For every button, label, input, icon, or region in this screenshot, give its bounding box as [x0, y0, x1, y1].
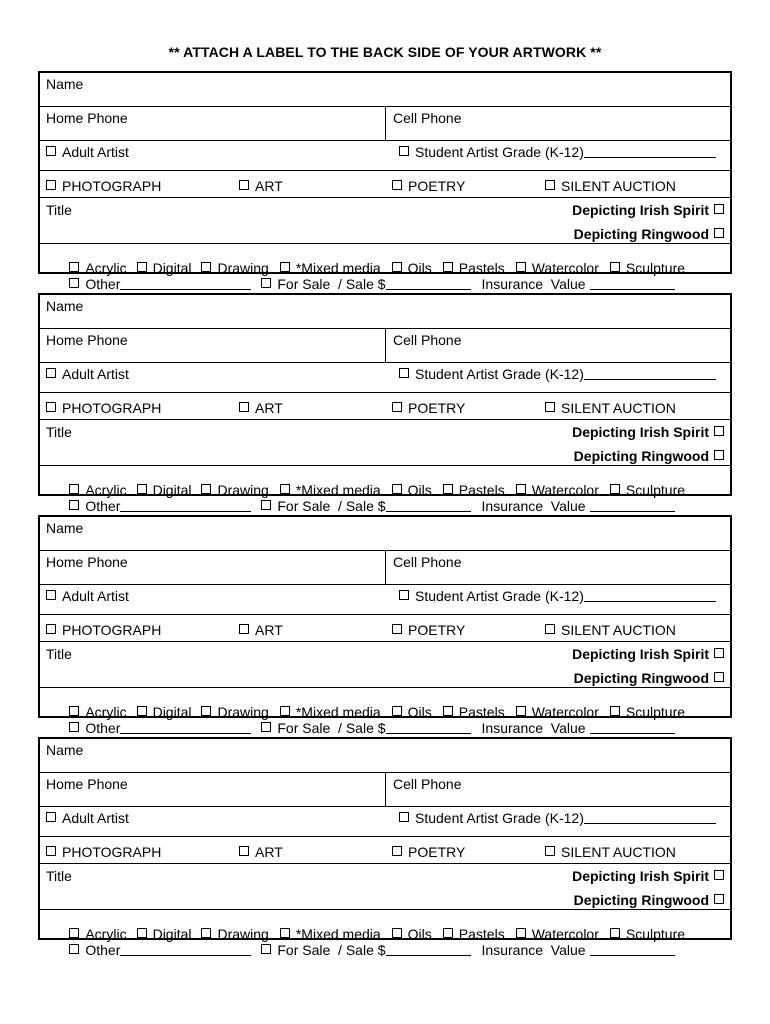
pastels-label: Pastels — [458, 260, 505, 276]
home-phone-label: Home Phone — [46, 110, 128, 126]
mixed-media-label: *Mixed media — [295, 926, 381, 942]
cell-phone-label: Cell Phone — [393, 332, 462, 348]
drawing-label: Drawing — [217, 260, 269, 276]
column-divider — [385, 329, 386, 363]
insurance-value-field[interactable] — [590, 499, 675, 512]
column-divider — [385, 107, 386, 141]
irish-spirit-checkbox[interactable] — [714, 870, 724, 880]
row-divider — [40, 140, 730, 141]
art-label: ART — [255, 400, 283, 416]
other-label: Other — [85, 720, 121, 736]
student-artist-label: Student Artist Grade (K-12) — [415, 810, 584, 826]
title-label: Title — [46, 868, 72, 884]
for-sale-checkbox[interactable] — [261, 722, 271, 732]
silent-auction-checkbox[interactable] — [545, 402, 555, 412]
photograph-label: PHOTOGRAPH — [62, 622, 162, 638]
photograph-checkbox[interactable] — [46, 846, 56, 856]
home-phone-label: Home Phone — [46, 776, 128, 792]
other-label: Other — [85, 498, 121, 514]
other-field[interactable] — [120, 277, 251, 290]
silent-auction-checkbox[interactable] — [545, 180, 555, 190]
grade-field[interactable] — [584, 589, 716, 602]
sculpture-label: Sculpture — [625, 260, 686, 276]
watercolor-label: Watercolor — [531, 704, 599, 720]
other-checkbox[interactable] — [69, 500, 79, 510]
adult-artist-label: Adult Artist — [62, 810, 129, 826]
photograph-checkbox[interactable] — [46, 402, 56, 412]
silent-auction-label: SILENT AUCTION — [561, 400, 676, 416]
oils-label: Oils — [407, 926, 432, 942]
adult-artist-checkbox[interactable] — [46, 146, 56, 156]
insurance-value-field[interactable] — [590, 943, 675, 956]
silent-auction-label: SILENT AUCTION — [561, 178, 676, 194]
silent-auction-label: SILENT AUCTION — [561, 622, 676, 638]
adult-artist-label: Adult Artist — [62, 588, 129, 604]
row-divider — [40, 614, 730, 615]
row-divider — [40, 197, 730, 198]
poetry-checkbox[interactable] — [392, 624, 402, 634]
student-artist-label: Student Artist Grade (K-12) — [415, 588, 584, 604]
photograph-checkbox[interactable] — [46, 624, 56, 634]
artwork-label-form — [38, 737, 732, 958]
student-artist-checkbox[interactable] — [399, 368, 409, 378]
row-divider — [40, 170, 730, 171]
irish-spirit-checkbox[interactable] — [714, 204, 724, 214]
student-artist-checkbox[interactable] — [399, 590, 409, 600]
home-phone-label: Home Phone — [46, 554, 128, 570]
irish-spirit-checkbox[interactable] — [714, 648, 724, 658]
oils-label: Oils — [407, 482, 432, 498]
oils-label: Oils — [407, 704, 432, 720]
pastels-label: Pastels — [458, 926, 505, 942]
student-artist-checkbox[interactable] — [399, 146, 409, 156]
row-divider — [40, 863, 730, 864]
cell-phone-label: Cell Phone — [393, 776, 462, 792]
other-label: Other — [85, 942, 121, 958]
row-divider — [40, 641, 730, 642]
student-artist-checkbox[interactable] — [399, 812, 409, 822]
photograph-checkbox[interactable] — [46, 180, 56, 190]
irish-spirit-label: Depicting Irish Spirit — [572, 868, 709, 884]
row-divider — [40, 806, 730, 807]
art-label: ART — [255, 178, 283, 194]
sale-price-field[interactable] — [386, 277, 471, 290]
silent-auction-checkbox[interactable] — [545, 624, 555, 634]
adult-artist-label: Adult Artist — [62, 144, 129, 160]
row-divider — [40, 584, 730, 585]
ringwood-label: Depicting Ringwood — [573, 892, 709, 908]
art-label: ART — [255, 622, 283, 638]
oils-label: Oils — [407, 260, 432, 276]
other-field[interactable] — [120, 499, 251, 512]
sale-price-field[interactable] — [386, 721, 471, 734]
insurance-value-label: Insurance Value — [481, 276, 586, 292]
ringwood-label: Depicting Ringwood — [573, 670, 709, 686]
ringwood-checkbox[interactable] — [714, 894, 724, 904]
art-checkbox[interactable] — [239, 402, 249, 412]
irish-spirit-checkbox[interactable] — [714, 426, 724, 436]
row-divider — [40, 392, 730, 393]
for-sale-checkbox[interactable] — [261, 944, 271, 954]
acrylic-label: Acrylic — [85, 926, 127, 942]
row-divider — [40, 419, 730, 420]
poetry-label: POETRY — [408, 622, 466, 638]
sculpture-label: Sculpture — [625, 704, 686, 720]
other-checkbox[interactable] — [69, 722, 79, 732]
adult-artist-checkbox[interactable] — [46, 590, 56, 600]
cell-phone-label: Cell Phone — [393, 554, 462, 570]
photograph-label: PHOTOGRAPH — [62, 844, 162, 860]
poetry-checkbox[interactable] — [392, 180, 402, 190]
poetry-label: POETRY — [408, 400, 466, 416]
irish-spirit-label: Depicting Irish Spirit — [572, 202, 709, 218]
for-sale-checkbox[interactable] — [261, 500, 271, 510]
other-checkbox[interactable] — [69, 278, 79, 288]
insurance-value-field[interactable] — [590, 277, 675, 290]
title-label: Title — [46, 202, 72, 218]
other-field[interactable] — [120, 943, 251, 956]
name-label: Name — [46, 298, 84, 314]
irish-spirit-label: Depicting Irish Spirit — [572, 646, 709, 662]
artwork-label-form — [38, 71, 732, 292]
ringwood-label: Depicting Ringwood — [573, 448, 709, 464]
grade-field[interactable] — [584, 811, 716, 824]
acrylic-label: Acrylic — [85, 704, 127, 720]
row-divider — [40, 362, 730, 363]
poetry-label: POETRY — [408, 844, 466, 860]
adult-artist-checkbox[interactable] — [46, 812, 56, 822]
irish-spirit-label: Depicting Irish Spirit — [572, 424, 709, 440]
sculpture-label: Sculpture — [625, 926, 686, 942]
other-checkbox[interactable] — [69, 944, 79, 954]
insurance-value-field[interactable] — [590, 721, 675, 734]
row-divider — [40, 836, 730, 837]
art-checkbox[interactable] — [239, 624, 249, 634]
other-field[interactable] — [120, 721, 251, 734]
sculpture-label: Sculpture — [625, 482, 686, 498]
drawing-label: Drawing — [217, 704, 269, 720]
acrylic-label: Acrylic — [85, 482, 127, 498]
name-label: Name — [46, 76, 84, 92]
insurance-value-label: Insurance Value — [481, 498, 586, 514]
adult-artist-label: Adult Artist — [62, 366, 129, 382]
poetry-checkbox[interactable] — [392, 846, 402, 856]
art-checkbox[interactable] — [239, 846, 249, 856]
mixed-media-label: *Mixed media — [295, 260, 381, 276]
other-label: Other — [85, 276, 121, 292]
column-divider — [385, 551, 386, 585]
poetry-label: POETRY — [408, 178, 466, 194]
name-label: Name — [46, 742, 84, 758]
mixed-media-label: *Mixed media — [295, 482, 381, 498]
title-label: Title — [46, 646, 72, 662]
artwork-label-form — [38, 515, 732, 736]
sale-price-field[interactable] — [386, 499, 471, 512]
page-header: ** ATTACH A LABEL TO THE BACK SIDE OF YOUR ARTWORK ** — [168, 44, 602, 60]
pastels-label: Pastels — [458, 482, 505, 498]
student-artist-label: Student Artist Grade (K-12) — [415, 366, 584, 382]
silent-auction-label: SILENT AUCTION — [561, 844, 676, 860]
drawing-label: Drawing — [217, 926, 269, 942]
for-sale-checkbox[interactable] — [261, 278, 271, 288]
photograph-label: PHOTOGRAPH — [62, 178, 162, 194]
adult-artist-checkbox[interactable] — [46, 368, 56, 378]
digital-label: Digital — [152, 926, 192, 942]
drawing-label: Drawing — [217, 482, 269, 498]
watercolor-label: Watercolor — [531, 482, 599, 498]
pastels-label: Pastels — [458, 704, 505, 720]
digital-label: Digital — [152, 704, 192, 720]
insurance-value-label: Insurance Value — [481, 942, 586, 958]
home-phone-label: Home Phone — [46, 332, 128, 348]
ringwood-checkbox[interactable] — [714, 228, 724, 238]
student-artist-label: Student Artist Grade (K-12) — [415, 144, 584, 160]
art-label: ART — [255, 844, 283, 860]
grade-field[interactable] — [584, 367, 716, 380]
sale-price-field[interactable] — [386, 943, 471, 956]
watercolor-label: Watercolor — [531, 260, 599, 276]
cell-phone-label: Cell Phone — [393, 110, 462, 126]
art-checkbox[interactable] — [239, 180, 249, 190]
column-divider — [385, 773, 386, 807]
for-sale-label: For Sale / Sale $ — [277, 498, 386, 514]
for-sale-label: For Sale / Sale $ — [277, 942, 386, 958]
watercolor-label: Watercolor — [531, 926, 599, 942]
name-label: Name — [46, 520, 84, 536]
mixed-media-label: *Mixed media — [295, 704, 381, 720]
digital-label: Digital — [152, 482, 192, 498]
poetry-checkbox[interactable] — [392, 402, 402, 412]
ringwood-checkbox[interactable] — [714, 672, 724, 682]
insurance-value-label: Insurance Value — [481, 720, 586, 736]
grade-field[interactable] — [584, 145, 716, 158]
for-sale-label: For Sale / Sale $ — [277, 276, 386, 292]
silent-auction-checkbox[interactable] — [545, 846, 555, 856]
ringwood-label: Depicting Ringwood — [573, 226, 709, 242]
for-sale-label: For Sale / Sale $ — [277, 720, 386, 736]
photograph-label: PHOTOGRAPH — [62, 400, 162, 416]
ringwood-checkbox[interactable] — [714, 450, 724, 460]
acrylic-label: Acrylic — [85, 260, 127, 276]
artwork-label-form — [38, 293, 732, 514]
title-label: Title — [46, 424, 72, 440]
digital-label: Digital — [152, 260, 192, 276]
